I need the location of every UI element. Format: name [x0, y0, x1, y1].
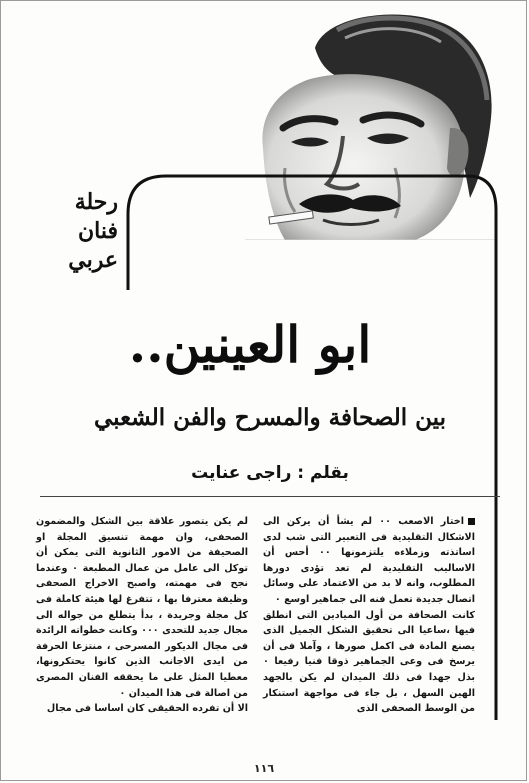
square-bullet-icon — [468, 518, 475, 525]
paragraph: كانت الصحافة من أول الميادين التى انطلق فيها ،ساعيا الى تحقيق الشكل الجميل الذى يصنع المادة فى اكمل صورها ، وآملا فى أن يرسخ فى وعى الجماهير ذوقا فنيا رفيعا ٠ بذل جهدا فى ذلك الميدان لم يكن بالجهد الهين السهل ، بل جاء فى مواجهة استنكار من الوسط الصحفى الذى — [263, 609, 475, 715]
series-label-line-2: فنان — [77, 218, 118, 244]
page-number: ١١٦ — [253, 762, 275, 775]
text-column-left — [36, 514, 248, 717]
byline-divider — [40, 496, 500, 497]
article-subtitle: بين الصحافة والمسرح والفن الشعبي — [93, 404, 447, 431]
article-title: ابو العينين.. — [128, 315, 372, 374]
paragraph: لم يكن يتصور علاقة بين الشكل والمضمون الصحفى، وان مهمة تنسيق المجلة او الصحيفة من الامور الثانوية التى يمكن أن توكل الى عامل من عمال المطبعة ٠ وعندما نجح فى مهمته، واصبح الاخراج الصحفى وظيفة معترفا بها ، تتفرغ لها هيئة كاملة فى كل مجلة وجريدة ، بدأ يتطلع من جواله الى مجال جديد للتحدى ٠٠٠ وكانت خطواته الرائدة فى مجال الديكور المسرحى ، منتزعا الحرفة من ايدى الاجانب الذين كانوا يحتكرونها، معطيا المثل على ما يحققه الفنان المصرى من اصالة فى هذا الميدان ٠ — [36, 516, 249, 699]
series-label — [38, 188, 118, 275]
paragraph-text: اختار الاصعب ٠٠ لم يشأ أن يركن الى الاشكال التقليدية فى التعبير التى شب لدى اساتذته وزملاءه يلتزمونها ٠٠ أحس أن الاساليب التقليدية لم تعد تؤدى دورها المطلوب، وانه لا بد من الاعتماد على وسائل اتصال جديدة تعمل فنه الى جماهير اوسع ٠ — [263, 516, 475, 605]
byline: بقلم : راجى عنايت — [191, 463, 349, 483]
text-column-right — [263, 514, 475, 717]
series-label-line-1: رحلة — [74, 189, 118, 215]
paragraph — [263, 514, 475, 608]
paragraph: الا أن تفرده الحقيقى كان اساسا فى مجال — [46, 703, 248, 715]
portrait-photo — [245, 8, 495, 240]
series-label-line-3: عربي — [68, 247, 118, 273]
